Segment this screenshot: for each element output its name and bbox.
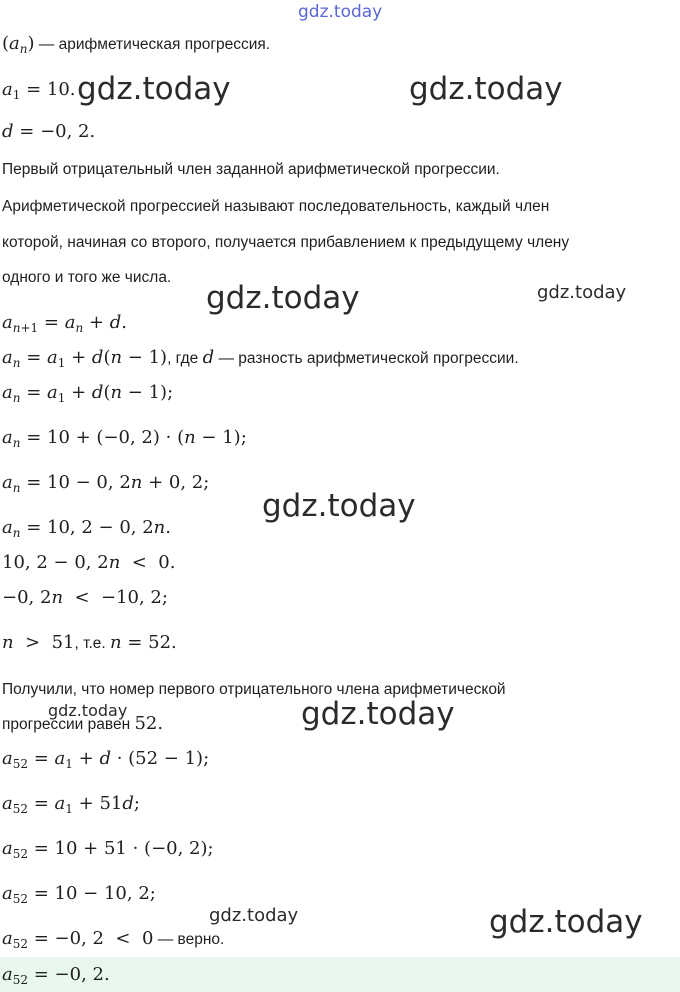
check-step-4: $a_{52} = 10 - 10$, 2; — [2, 883, 156, 906]
watermark: gdz.today — [48, 701, 128, 720]
formula-step-2: $a_n = 10 + (-0$, 2) · (n − 1); — [2, 427, 247, 450]
check-step-1: $a_{52} = a_1 + d \cdot (52 - 1)$; — [2, 748, 210, 771]
inequality-3: n > 51, т.е. n = 52. — [2, 632, 177, 653]
definition-text-1: Арифметической прогрессией называют последовательность, каждый член — [2, 198, 550, 215]
task-text: Первый отрицательный член заданной арифметической прогрессии. — [2, 161, 500, 178]
inequality-2: −0, 2n < −10, 2; — [2, 587, 168, 608]
watermark: gdz.today — [537, 282, 627, 303]
definition-text-2: которой, начиная со второго, получается прибавлением к предыдущему члену — [2, 234, 570, 251]
watermark: gdz.today — [209, 905, 299, 926]
formula-step-3: $a_n = 10 - 0$, 2n + 0, 2; — [2, 472, 210, 495]
formula-step-4: $a_n = 10$, 2 − 0, 2n. — [2, 517, 171, 540]
inequality-1: 10, 2 − 0, 2n < 0. — [2, 552, 176, 573]
check-step-3: $a_{52} = 10 + 51 \cdot (-0$, 2); — [2, 838, 214, 861]
formula-general: $a_n = a_1 + d(n - 1)$, где d — разность арифметической прогрессии. — [2, 347, 519, 370]
check-step-5: $a_{52} = -0$, 2 < 0 — верно. — [2, 928, 225, 951]
watermark: gdz.today — [301, 696, 455, 732]
watermark: gdz.today — [489, 904, 643, 940]
watermark: gdz.today — [77, 71, 231, 107]
conclusion-text-2: прогрессии равен 52. — [2, 713, 164, 734]
check-step-2: $a_{52} = a_1 + 51d$; — [2, 793, 140, 816]
watermark: gdz.today — [409, 71, 563, 107]
watermark: gdz.today — [262, 488, 416, 524]
line-d: d = −0, 2. — [2, 121, 96, 142]
watermark: gdz.today — [206, 280, 360, 316]
line-definition: $(a_n)$ — арифметическая прогрессия. — [2, 33, 271, 56]
line-a1: $a_1 = 10$. — [2, 79, 76, 102]
definition-text-3: одного и того же числа. — [2, 269, 172, 286]
answer: $a_{52} = -0$, 2. — [2, 964, 110, 987]
formula-recurrence: $a_{n+1} = a_n + d$. — [2, 312, 127, 335]
conclusion-text-1: Получили, что номер первого отрицательного члена арифметической — [2, 681, 506, 698]
watermark-top: gdz.today — [298, 2, 383, 22]
formula-step-1: $a_n = a_1 + d(n - 1)$; — [2, 382, 174, 405]
